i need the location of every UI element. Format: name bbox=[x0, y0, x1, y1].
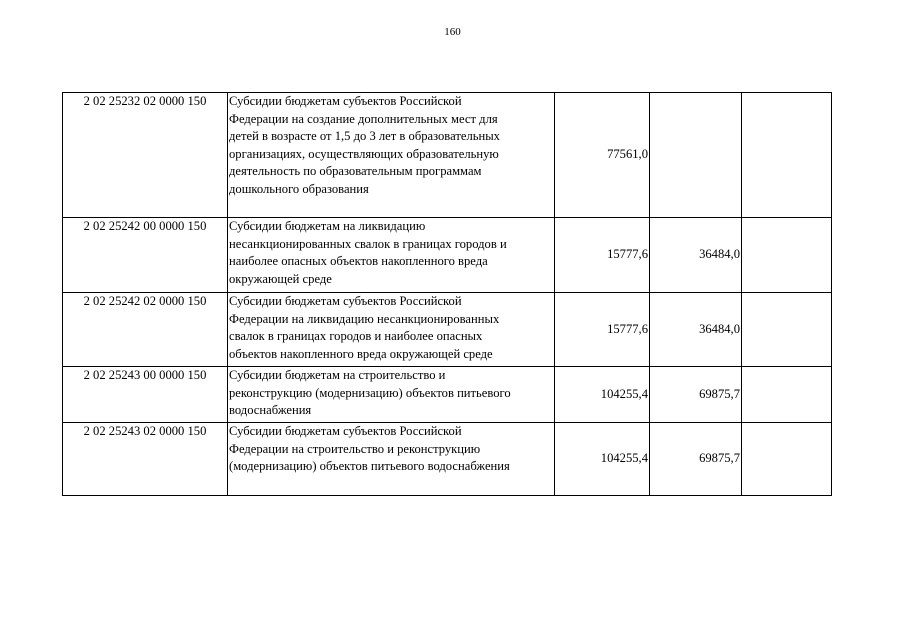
description-line: наиболее опасных объектов накопленного вреда bbox=[229, 254, 488, 268]
amount-cell-3 bbox=[742, 93, 832, 218]
amount-cell-1: 15777,6 bbox=[555, 293, 650, 367]
table-row bbox=[63, 293, 832, 367]
description-cell bbox=[228, 93, 555, 218]
budget-table-body bbox=[63, 93, 832, 496]
budget-code-cell: 2 02 25242 00 0000 150 bbox=[63, 218, 228, 293]
amount-cell-1: 104255,4 bbox=[555, 423, 650, 496]
description-line: дошкольного образования bbox=[229, 181, 369, 196]
budget-code-cell: 2 02 25232 02 0000 150 bbox=[63, 93, 228, 218]
budget-code-cell: 2 02 25242 02 0000 150 bbox=[63, 293, 228, 367]
description-cell bbox=[228, 293, 555, 367]
description-line: свалок в границах городов и наиболее опасных bbox=[229, 329, 483, 343]
description-line: Субсидии бюджетам на строительство и bbox=[229, 368, 446, 382]
page-number: 160 bbox=[444, 26, 461, 38]
amount-cell-3 bbox=[742, 293, 832, 367]
description-cell bbox=[228, 423, 555, 496]
description-line: Федерации на создание дополнительных мест для bbox=[229, 111, 498, 126]
description-cell bbox=[228, 218, 555, 293]
description-line: (модернизацию) объектов питьевого водоснабжения bbox=[229, 459, 510, 473]
description-line: Субсидии бюджетам субъектов Российской bbox=[229, 294, 462, 308]
table-row bbox=[63, 367, 832, 423]
description-line: окружающей среде bbox=[229, 271, 332, 286]
amount-cell-1: 15777,6 bbox=[555, 218, 650, 293]
amount-cell-3 bbox=[742, 367, 832, 423]
amount-cell-3 bbox=[742, 218, 832, 293]
amount-cell-3 bbox=[742, 423, 832, 496]
table-row bbox=[63, 93, 832, 218]
description-line: реконструкцию (модернизацию) объектов питьевого bbox=[229, 385, 511, 400]
description-line: Субсидии бюджетам на ликвидацию bbox=[229, 219, 426, 233]
amount-cell-2: 36484,0 bbox=[650, 293, 742, 367]
amount-cell-2: 36484,0 bbox=[650, 218, 742, 293]
description-line: организациях, осуществляющих образовательную bbox=[229, 146, 499, 161]
description-line: несанкционированных свалок в границах городов и bbox=[229, 236, 507, 251]
description-line: водоснабжения bbox=[229, 403, 312, 417]
amount-cell-2: 69875,7 bbox=[650, 367, 742, 423]
description-line: Субсидии бюджетам субъектов Российской bbox=[229, 94, 462, 108]
amount-cell-1: 77561,0 bbox=[555, 93, 650, 218]
description-line: Субсидии бюджетам субъектов Российской bbox=[229, 424, 462, 438]
description-line: Федерации на строительство и реконструкцию bbox=[229, 441, 481, 456]
amount-cell-2: 69875,7 bbox=[650, 423, 742, 496]
description-line: деятельность по образовательным программам bbox=[229, 164, 482, 178]
description-cell bbox=[228, 367, 555, 423]
budget-code-cell: 2 02 25243 02 0000 150 bbox=[63, 423, 228, 496]
budget-code-cell: 2 02 25243 00 0000 150 bbox=[63, 367, 228, 423]
description-line: объектов накопленного вреда окружающей среде bbox=[229, 346, 493, 361]
table-row bbox=[63, 423, 832, 496]
table-row bbox=[63, 218, 832, 293]
description-line: Федерации на ликвидацию несанкционированных bbox=[229, 311, 500, 326]
description-line: детей в возрасте от 1,5 до 3 лет в образовательных bbox=[229, 129, 500, 143]
amount-cell-2 bbox=[650, 93, 742, 218]
budget-table bbox=[62, 92, 832, 496]
amount-cell-1: 104255,4 bbox=[555, 367, 650, 423]
